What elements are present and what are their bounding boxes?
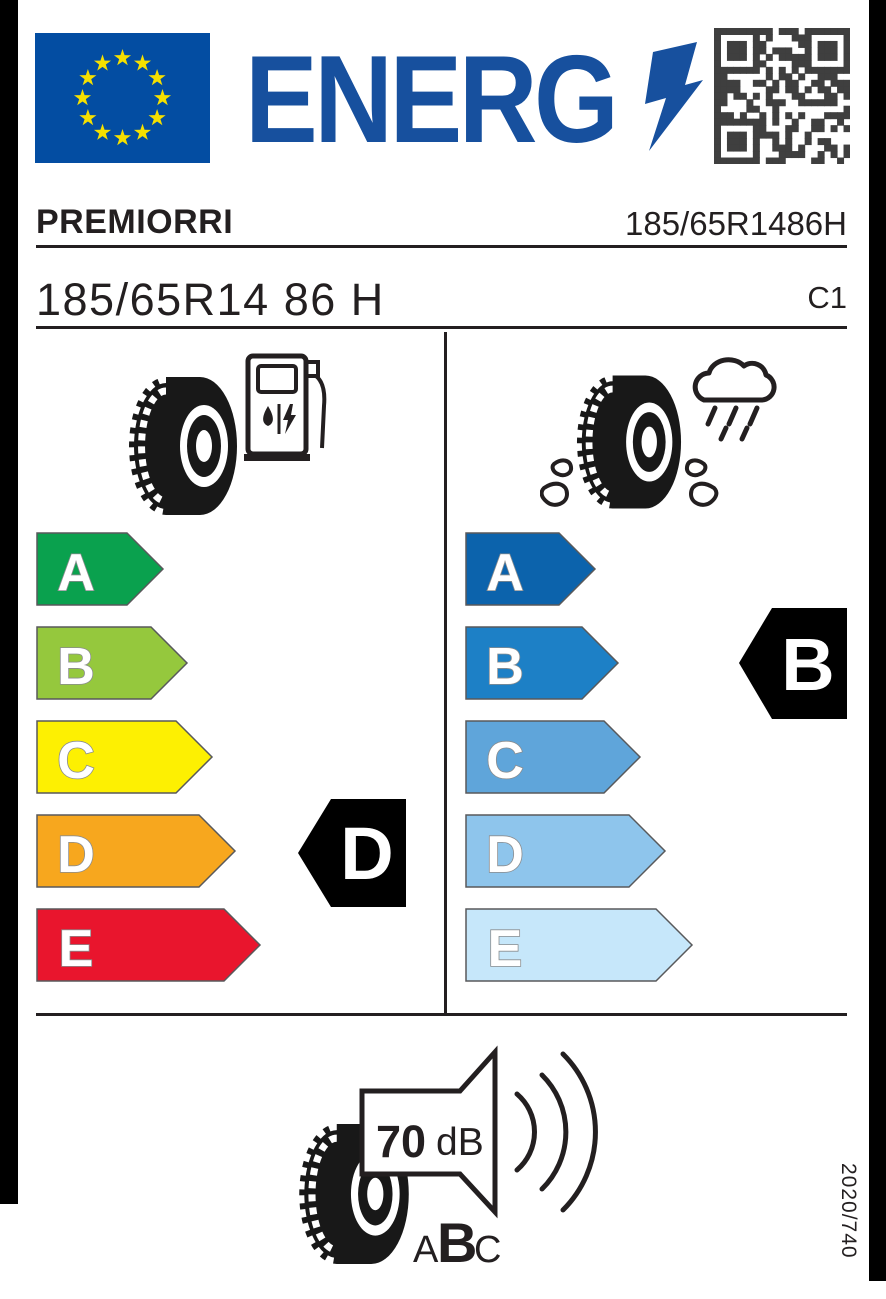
qr-module [766,93,773,100]
qr-module [772,106,779,113]
qr-module [753,138,760,145]
qr-module [779,47,786,54]
qr-module [785,86,792,93]
qr-module [779,99,786,106]
qr-module [844,93,850,100]
qr-module [753,67,760,74]
qr-module [831,67,838,74]
qr-module [805,34,812,41]
qr-module [772,47,779,54]
qr-module [798,34,805,41]
qr-module [792,67,799,74]
qr-module [714,67,721,74]
noise-unit: dB [436,1121,484,1164]
qr-module [714,41,721,48]
qr-module [798,60,805,67]
noise-class-b-selected: B [437,1211,478,1274]
qr-module [824,41,831,48]
qr-module [740,119,747,126]
qr-module [746,28,753,35]
qr-module [798,73,805,80]
qr-code-icon [714,28,850,164]
qr-module [824,112,831,119]
qr-module [818,86,825,93]
qr-module [785,112,792,119]
qr-module [759,125,766,132]
qr-module [779,28,786,35]
qr-module [714,34,721,41]
qr-module [779,158,786,164]
qr-module [720,73,727,80]
qr-module [740,132,747,139]
qr-module [772,119,779,126]
qr-module [746,119,753,126]
qr-module [818,138,825,145]
qr-module [824,28,831,35]
qr-module [779,73,786,80]
energ-logo-text: ENERG [245,38,616,156]
qr-module [779,145,786,152]
qr-module [714,132,721,139]
wet-grade-b: B [486,638,524,696]
qr-module [831,145,838,152]
noise-class-a: A [413,1229,439,1271]
qr-module [753,80,760,87]
qr-module [727,138,734,145]
qr-module [844,112,850,119]
qr-module [824,73,831,80]
qr-module [772,158,779,164]
qr-module [831,54,838,61]
fuel-grade-e: E [58,920,94,978]
qr-module [818,73,825,80]
qr-module [785,28,792,35]
qr-module [714,60,721,67]
qr-module [733,67,740,74]
qr-module [733,28,740,35]
qr-module [792,80,799,87]
qr-module [733,119,740,126]
qr-module [824,99,831,106]
rule-middle [36,326,847,329]
qr-module [727,145,734,152]
brand-name: PREMIORRI [36,203,234,241]
qr-module [714,151,721,158]
qr-module [733,54,740,61]
qr-module [740,41,747,48]
qr-module [772,145,779,152]
qr-module [779,67,786,74]
qr-module [818,151,825,158]
wet-grip-rating-badge [738,607,848,720]
qr-module [753,132,760,139]
qr-module [727,41,734,48]
qr-module [824,67,831,74]
splash-drops-left [542,460,571,504]
qr-module [740,112,747,119]
qr-module [727,158,734,164]
sound-waves-icon [517,1054,595,1210]
qr-module [740,54,747,61]
qr-module [792,119,799,126]
qr-module [824,93,831,100]
qr-module [733,158,740,164]
qr-module [720,67,727,74]
qr-module [759,47,766,54]
qr-module [818,125,825,132]
qr-module [811,158,818,164]
qr-module [844,60,850,67]
right-edge-bar [869,0,886,1281]
qr-module [759,112,766,119]
qr-module [818,54,825,61]
qr-module [766,34,773,41]
qr-module [824,145,831,152]
qr-module [844,80,850,87]
noise-class-c: C [474,1229,502,1271]
qr-module [733,80,740,87]
qr-module [759,28,766,35]
qr-module [805,28,812,35]
left-edge-bar [0,0,18,1204]
qr-module [753,151,760,158]
qr-module [837,80,844,87]
noise-value: 70 [376,1116,427,1167]
tyre-class: C1 [807,280,847,315]
qr-module [753,34,760,41]
qr-module [753,41,760,48]
qr-module [772,138,779,145]
wet-grip-scale [465,532,735,984]
qr-module [714,119,721,126]
qr-module [805,132,812,139]
qr-module [746,67,753,74]
qr-module [798,145,805,152]
qr-module [837,28,844,35]
qr-module [733,132,740,139]
qr-module [831,125,838,132]
qr-module [805,41,812,48]
qr-module [805,138,812,145]
qr-module [844,151,850,158]
qr-module [818,28,825,35]
fuel-grade-b: B [57,638,95,696]
qr-module [844,67,850,74]
qr-module [831,47,838,54]
qr-module [792,60,799,67]
regulation-number: 2020/740 [837,1163,860,1259]
qr-module [811,125,818,132]
qr-module [753,145,760,152]
splash-drops-right [687,460,716,504]
qr-module [772,112,779,119]
qr-module [785,73,792,80]
qr-module [733,86,740,93]
qr-module [746,158,753,164]
qr-module [720,158,727,164]
qr-module [766,28,773,35]
qr-module [766,73,773,80]
qr-module [720,119,727,126]
panel-divider [444,332,447,1014]
qr-module [727,54,734,61]
qr-module [727,80,734,87]
qr-module [766,86,773,93]
qr-module [811,67,818,74]
qr-module [785,138,792,145]
qr-module [720,80,727,87]
qr-module [811,28,818,35]
qr-module [733,138,740,145]
qr-module [844,125,850,132]
fuel-arrow-a [37,533,163,605]
qr-module [714,125,721,132]
qr-module [785,151,792,158]
tire-icon [577,376,681,509]
qr-module [798,93,805,100]
qr-module [733,145,740,152]
qr-module [753,93,760,100]
fuel-efficiency-rating: D [340,812,394,895]
qr-module [727,86,734,93]
qr-module [772,132,779,139]
qr-module [792,125,799,132]
qr-module [753,119,760,126]
qr-module [714,112,721,119]
fuel-efficiency-scale [36,532,306,984]
qr-module [733,47,740,54]
qr-module [714,28,721,35]
rule-bottom [36,1013,847,1016]
qr-module [753,106,760,113]
wet-grade-a: A [486,544,524,602]
qr-module [740,138,747,145]
qr-module [720,28,727,35]
qr-module [831,73,838,80]
qr-module [759,60,766,67]
qr-module [798,99,805,106]
qr-module [720,99,727,106]
eu-flag [35,33,210,163]
fuel-grade-c: C [57,732,95,790]
qr-module [727,67,734,74]
energ-logo [245,38,715,156]
qr-module [811,80,818,87]
qr-module [824,86,831,93]
qr-module [792,28,799,35]
qr-module [792,86,799,93]
qr-module [714,106,721,113]
qr-module [740,158,747,164]
qr-module [837,158,844,164]
qr-module [844,54,850,61]
rule-top [36,245,847,248]
qr-module [720,86,727,93]
qr-module [727,47,734,54]
qr-module [785,145,792,152]
qr-module [818,41,825,48]
qr-module [818,67,825,74]
wet-grade-c: C [486,732,524,790]
qr-module [714,138,721,145]
qr-module [759,80,766,87]
qr-module [831,99,838,106]
qr-module [831,80,838,87]
wet-grade-e: E [487,920,523,978]
qr-module [831,112,838,119]
qr-module [746,99,753,106]
qr-module [727,119,734,126]
wet-grip-icon [540,346,790,522]
qr-module [818,99,825,106]
qr-module [792,151,799,158]
qr-module [766,99,773,106]
qr-module [714,99,721,106]
qr-module [837,119,844,126]
qr-module [824,47,831,54]
qr-module [805,86,812,93]
qr-module [844,41,850,48]
qr-module [785,132,792,139]
qr-module [798,151,805,158]
fuel-pump-icon [244,356,324,461]
qr-module [818,119,825,126]
qr-module [792,54,799,61]
qr-module [824,54,831,61]
qr-module [831,93,838,100]
qr-module [805,60,812,67]
fuel-grade-a: A [57,544,95,602]
qr-module [805,67,812,74]
qr-module [831,41,838,48]
qr-module [785,54,792,61]
qr-module [844,106,850,113]
qr-module [844,34,850,41]
qr-module [844,28,850,35]
qr-module [753,47,760,54]
qr-module [733,41,740,48]
qr-module [837,86,844,93]
fuel-grade-d: D [57,826,95,884]
qr-module [792,93,799,100]
qr-module [714,54,721,61]
qr-module [746,106,753,113]
qr-module [714,73,721,80]
rain-drops [708,408,757,439]
qr-module [766,54,773,61]
qr-module [805,47,812,54]
qr-module [727,28,734,35]
qr-module [759,132,766,139]
qr-module [811,119,818,126]
qr-module [818,80,825,87]
qr-module [844,145,850,152]
qr-module [714,145,721,152]
qr-module [759,41,766,48]
qr-module [831,151,838,158]
qr-module [772,99,779,106]
qr-module [831,28,838,35]
qr-module [766,132,773,139]
qr-module [837,112,844,119]
qr-module [811,99,818,106]
qr-module [766,158,773,164]
qr-module [714,86,721,93]
qr-module [740,28,747,35]
qr-module [798,54,805,61]
qr-module [772,86,779,93]
rain-cloud-icon [695,360,774,439]
qr-module [844,47,850,54]
qr-module [720,93,727,100]
qr-module [818,47,825,54]
qr-module [753,158,760,164]
qr-module [779,151,786,158]
qr-module [844,86,850,93]
fuel-efficiency-rating-badge [297,798,407,908]
qr-module [785,47,792,54]
lightning-bolt-icon [645,42,703,151]
qr-module [714,93,721,100]
qr-module [714,80,721,87]
qr-module [792,34,799,41]
qr-module [753,28,760,35]
qr-module [714,47,721,54]
qr-module [740,145,747,152]
tyre-size: 185/65R14 86 H [36,274,385,325]
qr-module [837,67,844,74]
qr-module [759,119,766,126]
qr-module [753,125,760,132]
qr-module [779,54,786,61]
noise-icon [290,1045,610,1275]
qr-module [818,158,825,164]
qr-module [785,125,792,132]
qr-module [727,132,734,139]
fuel-efficiency-icon [128,350,338,520]
wet-grip-rating: B [781,623,835,706]
wet-grade-d: D [486,826,524,884]
article-code: 185/65R1486H [624,205,847,242]
qr-module [824,138,831,145]
qr-module [805,54,812,61]
qr-module [798,112,805,119]
tire-icon [129,377,237,515]
qr-module [753,60,760,67]
qr-module [805,99,812,106]
qr-module [727,112,734,119]
qr-module [733,93,740,100]
qr-module [720,112,727,119]
qr-module [714,158,721,164]
qr-module [740,67,747,74]
qr-module [740,47,747,54]
qr-module [753,54,760,61]
qr-module [740,93,747,100]
qr-module [798,41,805,48]
qr-module [772,80,779,87]
qr-module [785,80,792,87]
qr-module [766,67,773,74]
